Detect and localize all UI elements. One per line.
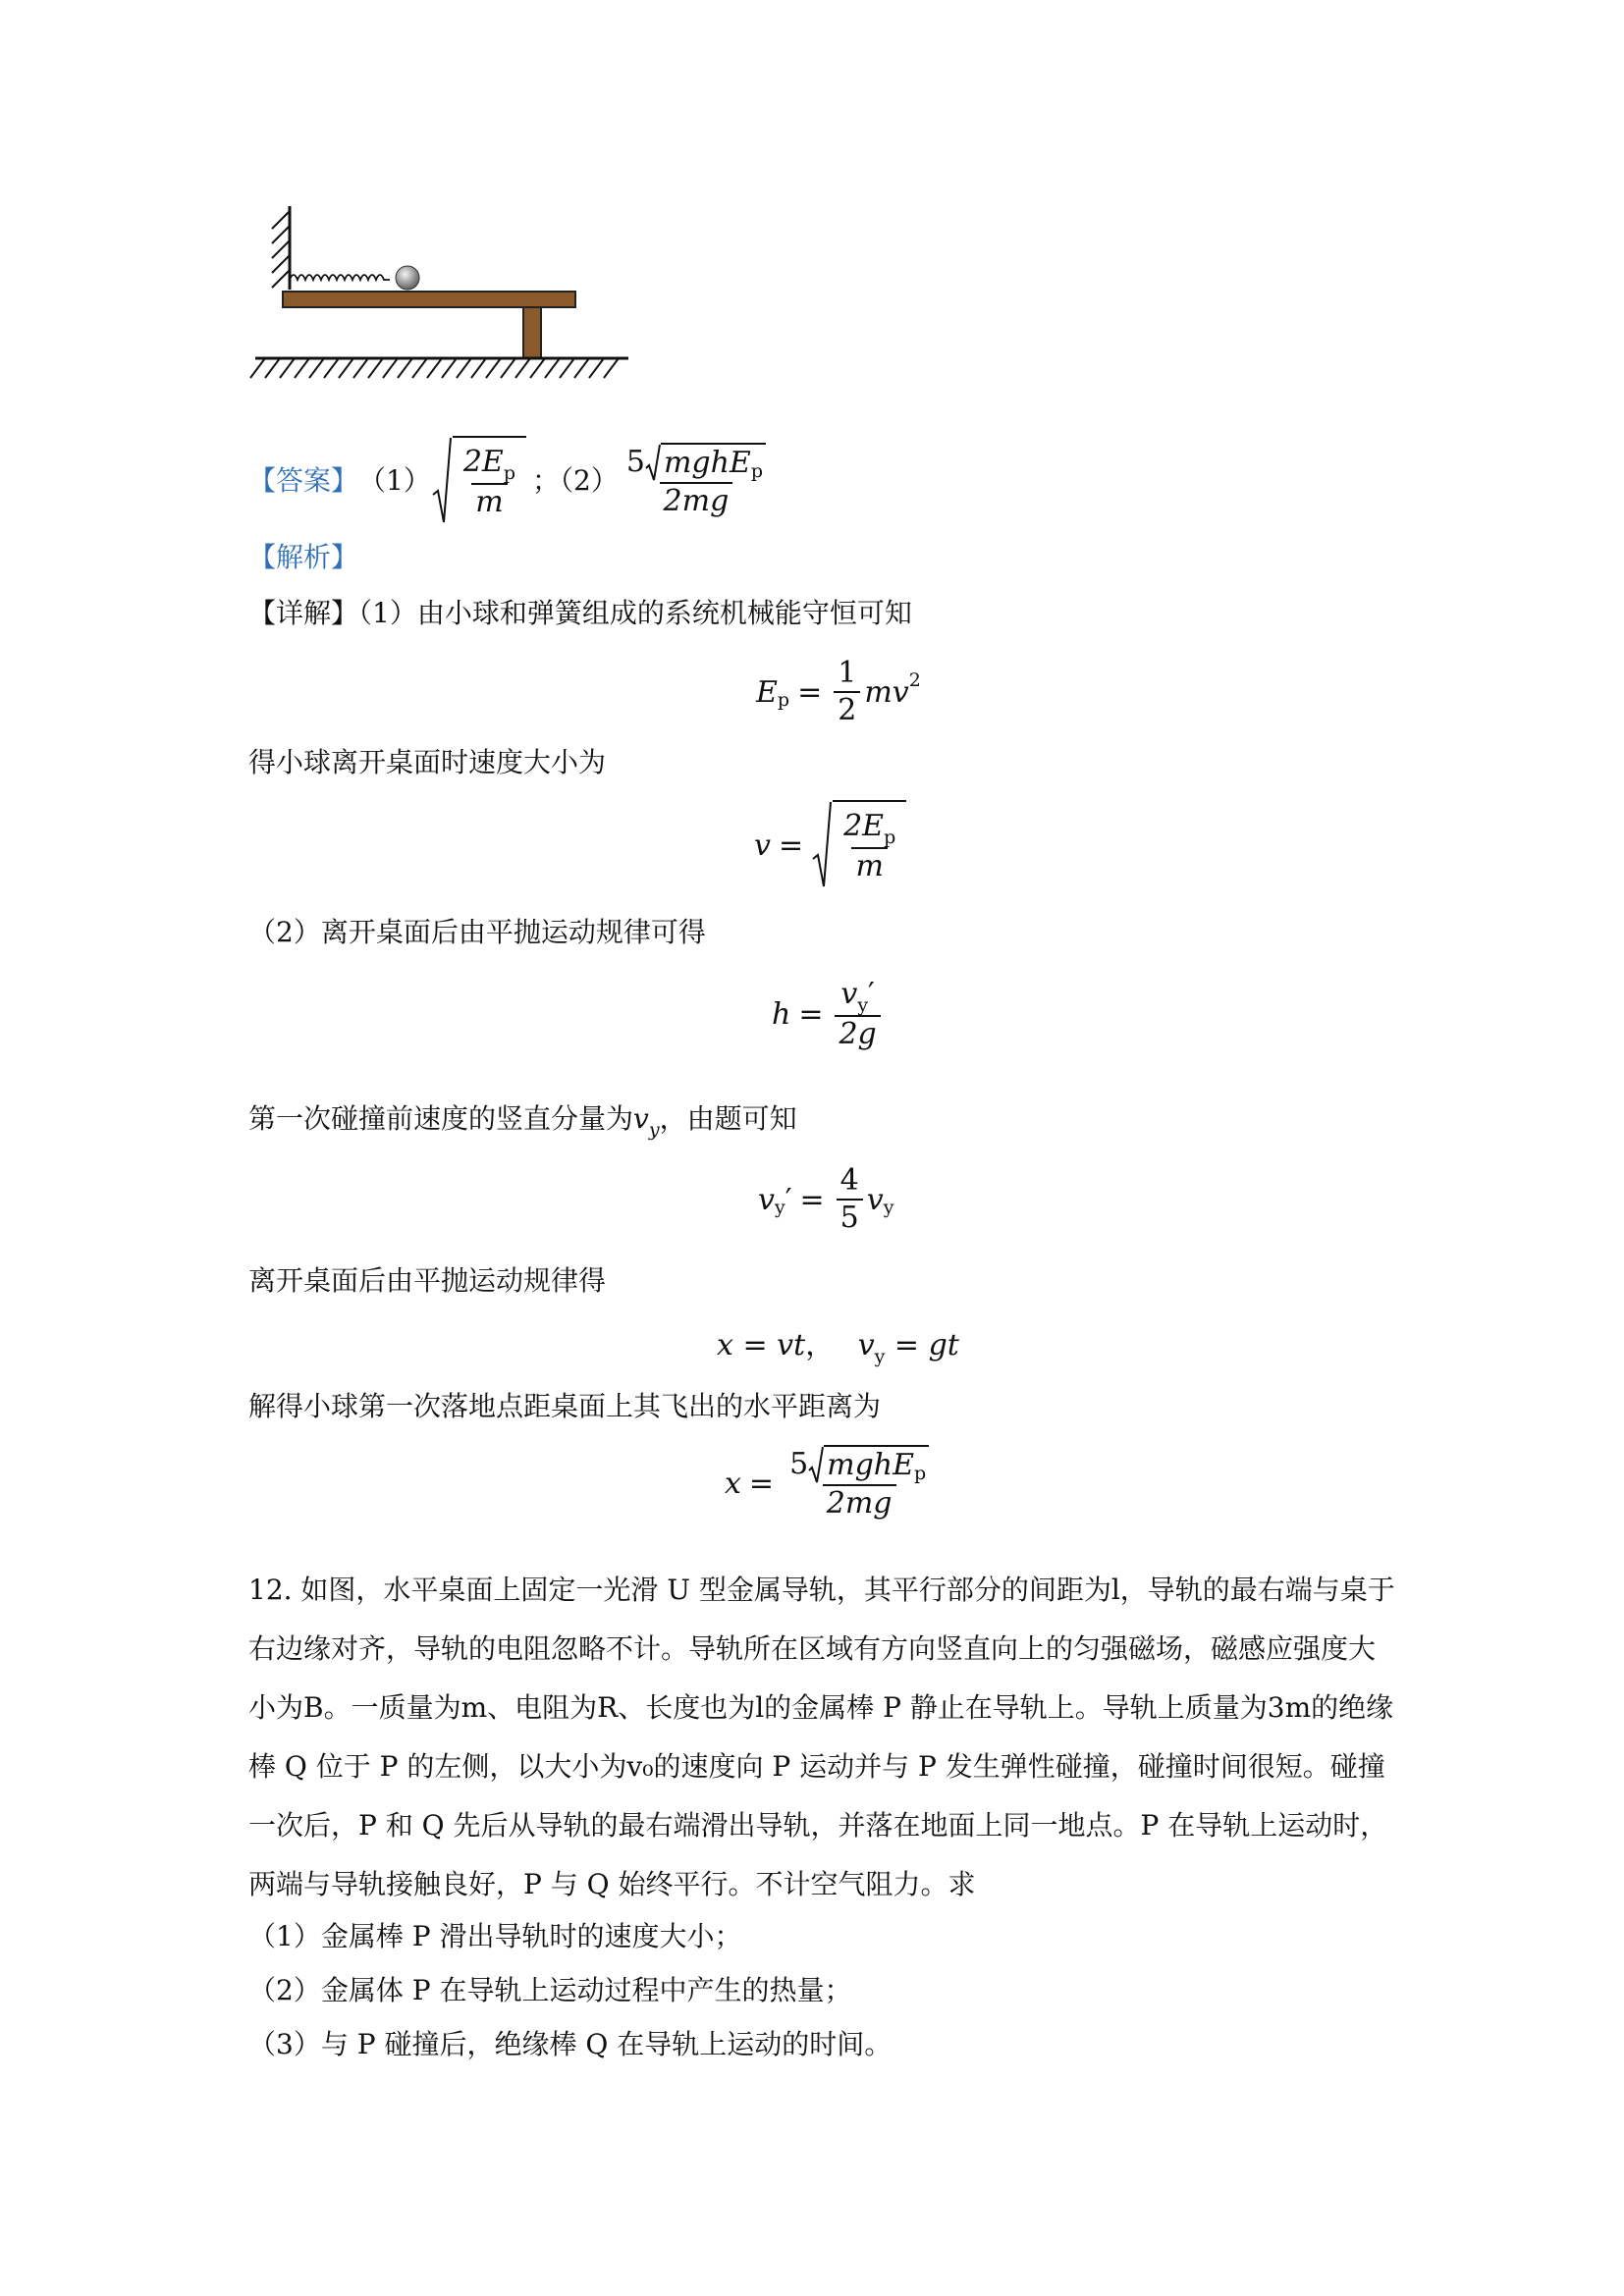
detail-line-3: （2）离开桌面后由平抛运动规律可得 xyxy=(248,916,706,948)
question-12-part-3: （3）与 P 碰撞后，绝缘棒 Q 在导轨上运动的时间。 xyxy=(248,2028,893,2060)
equation-velocity: v = $\frac{2E_p}{m}$ xyxy=(754,800,906,890)
equation-ratio: v y ′ = $\frac{4}{5}$ v y xyxy=(758,1163,894,1235)
answer-sep: ；（2） xyxy=(532,464,619,497)
detail-line-6: 解得小球第一次落地点距桌面上其飞出的水平距离为 xyxy=(248,1390,882,1422)
equation-energy: E p = $\frac{1}{2}$ mv 2 xyxy=(756,656,921,727)
answer-part1-label: （1） xyxy=(358,464,431,497)
spring-table-figure xyxy=(245,201,638,398)
table-leg xyxy=(523,307,541,358)
table-top xyxy=(283,292,575,307)
question-12-part-2: （2）金属体 P 在导轨上运动过程中产生的热量； xyxy=(248,1974,852,2006)
answer-eq1: $\frac{2E_p}{m}$ xyxy=(431,436,526,526)
detail-line-1: 【详解】（1）由小球和弹簧组成的系统机械能守恒可知 xyxy=(248,597,912,629)
answer-tag: 【答案】 xyxy=(248,464,359,497)
question-12-part-1: （1）金属棒 P 滑出导轨时的速度大小； xyxy=(248,1920,742,1952)
spring xyxy=(290,275,390,280)
detail-line-5: 离开桌面后由平抛运动规律得 xyxy=(248,1264,607,1297)
detail-line-2: 得小球离开桌面时速度大小为 xyxy=(248,746,607,778)
equation-distance: x = 5 mghE p 2mg xyxy=(725,1445,937,1522)
equation-projectile: x = vt， $v_y$ = gt xyxy=(717,1328,959,1367)
ball xyxy=(396,266,419,290)
answer-line xyxy=(248,432,774,530)
analysis-tag: 【解析】 xyxy=(248,541,359,573)
question-12: 12. 如图，水平桌面上固定一光滑 U 型金属导轨，其平行部分的间距为l，导轨的最右端与桌于右边缘对齐，导轨的电阻忽略不计。导轨所在区域有方向竖直向上的匀强磁场，磁感应强度大小为B。一质量为m、电阻为R、长度也为l的金属棒 P 静止在导轨上。导轨上质量为3m的绝缘棒 Q 位于 P 的左侧，以大小为v₀的速度向 P 运动并与 P 发生弹性碰撞，碰撞时间很短。碰撞一次后，P 和 Q 先后从导轨的最右端滑出导轨，并落在地面上同一地点。P 在导轨上运动时，两端与导轨接触良好，P 与 Q 始终平行。不计空气阻力。求 xyxy=(248,1574,1395,1900)
equation-height: h = $\frac{v_y'}{2g}$ xyxy=(772,977,885,1052)
detail-line-4: 第一次碰撞前速度的竖直分量为$v_y$，由题可知 xyxy=(248,1102,797,1141)
answer-eq2: 5 mghE p 2mg xyxy=(623,443,770,519)
